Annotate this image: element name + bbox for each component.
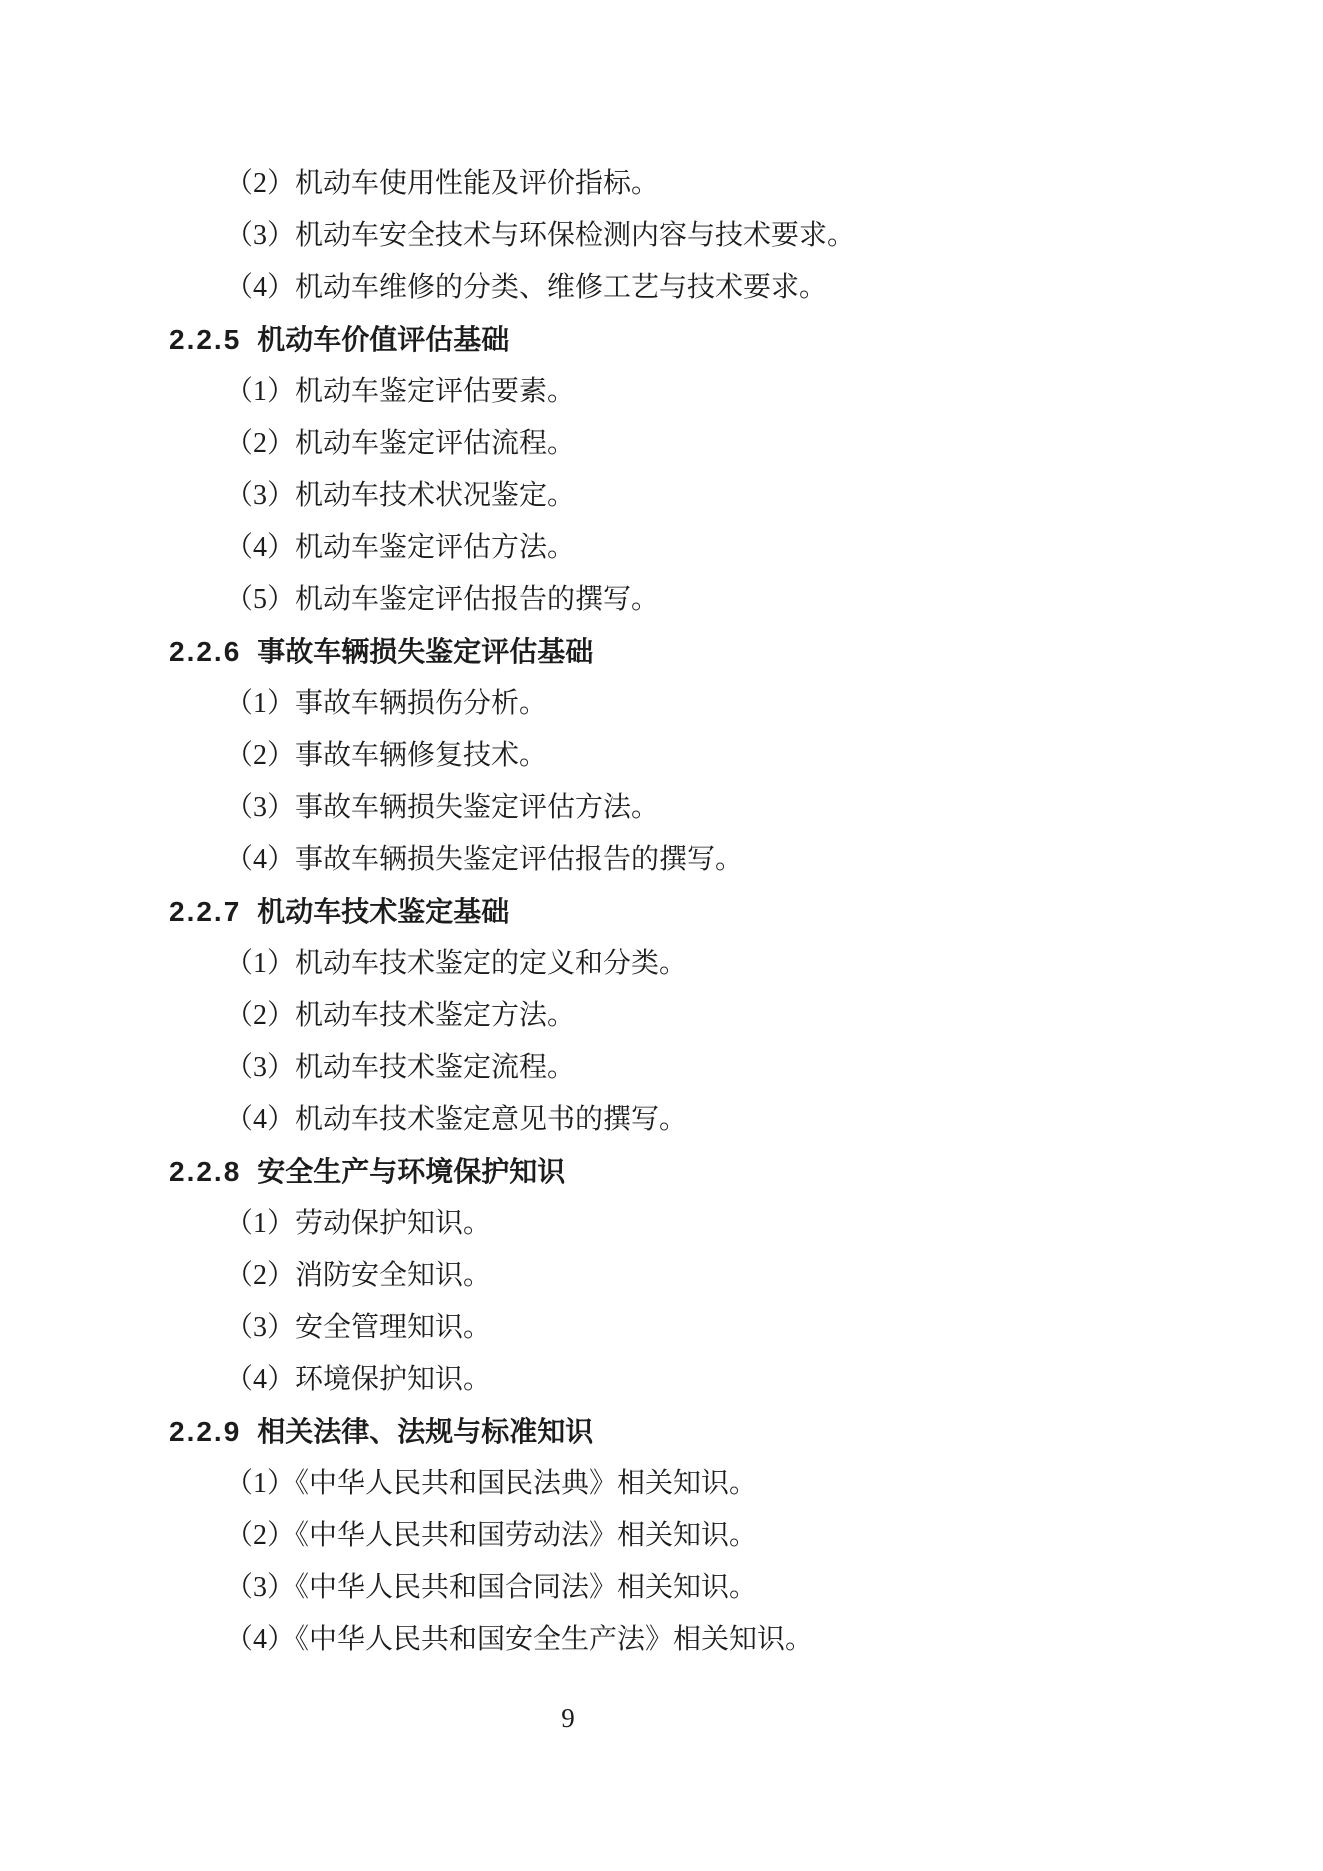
section-number: 2.2.5 <box>169 324 242 355</box>
list-item: （3）机动车安全技术与环保检测内容与技术要求。 <box>225 220 856 251</box>
section-title: 相关法律、法规与标准知识 <box>257 1416 594 1447</box>
list-item: （2）消防安全知识。 <box>225 1260 492 1291</box>
list-item: （1）劳动保护知识。 <box>225 1208 492 1239</box>
section-number: 2.2.9 <box>169 1416 242 1447</box>
list-item: （2）事故车辆修复技术。 <box>225 740 548 771</box>
list-item: （4）《中华人民共和国安全生产法》相关知识。 <box>225 1624 814 1655</box>
section-title: 机动车价值评估基础 <box>257 324 510 355</box>
section-number: 2.2.8 <box>169 1156 242 1187</box>
list-item: （3）机动车技术状况鉴定。 <box>225 480 576 511</box>
list-item: （2）机动车使用性能及评价指标。 <box>225 168 660 199</box>
list-item: （2）《中华人民共和国劳动法》相关知识。 <box>225 1520 758 1551</box>
page-number: 9 <box>561 1703 575 1733</box>
list-item: （1）机动车鉴定评估要素。 <box>225 376 576 407</box>
section-title: 安全生产与环境保护知识 <box>257 1156 566 1187</box>
list-item: （2）机动车鉴定评估流程。 <box>225 428 576 459</box>
list-item: （5）机动车鉴定评估报告的撰写。 <box>225 584 660 615</box>
list-item: （4）机动车维修的分类、维修工艺与技术要求。 <box>225 272 828 303</box>
list-item: （3）《中华人民共和国合同法》相关知识。 <box>225 1572 758 1603</box>
list-item: （4）机动车技术鉴定意见书的撰写。 <box>225 1104 688 1135</box>
list-item: （1）《中华人民共和国民法典》相关知识。 <box>225 1468 758 1499</box>
list-item: （4）环境保护知识。 <box>225 1364 492 1395</box>
list-item: （3）安全管理知识。 <box>225 1312 492 1343</box>
list-item: （1）事故车辆损伤分析。 <box>225 688 548 719</box>
list-item: （3）事故车辆损失鉴定评估方法。 <box>225 792 660 823</box>
list-item: （1）机动车技术鉴定的定义和分类。 <box>225 948 688 979</box>
list-item: （3）机动车技术鉴定流程。 <box>225 1052 576 1083</box>
section-number: 2.2.6 <box>169 636 242 667</box>
list-item: （4）事故车辆损失鉴定评估报告的撰写。 <box>225 844 744 875</box>
section-heading-2-2-5 <box>169 314 1169 366</box>
list-item: （2）机动车技术鉴定方法。 <box>225 1000 576 1031</box>
section-number: 2.2.7 <box>169 896 242 927</box>
section-heading-2-2-9 <box>169 1406 1169 1458</box>
section-title: 机动车技术鉴定基础 <box>257 896 510 927</box>
section-heading-2-2-6 <box>169 626 1169 678</box>
section-heading-2-2-8 <box>169 1146 1169 1198</box>
page-content <box>169 158 1169 1666</box>
section-heading-2-2-7 <box>169 886 1169 938</box>
list-item: （4）机动车鉴定评估方法。 <box>225 532 576 563</box>
section-title: 事故车辆损失鉴定评估基础 <box>257 636 594 667</box>
